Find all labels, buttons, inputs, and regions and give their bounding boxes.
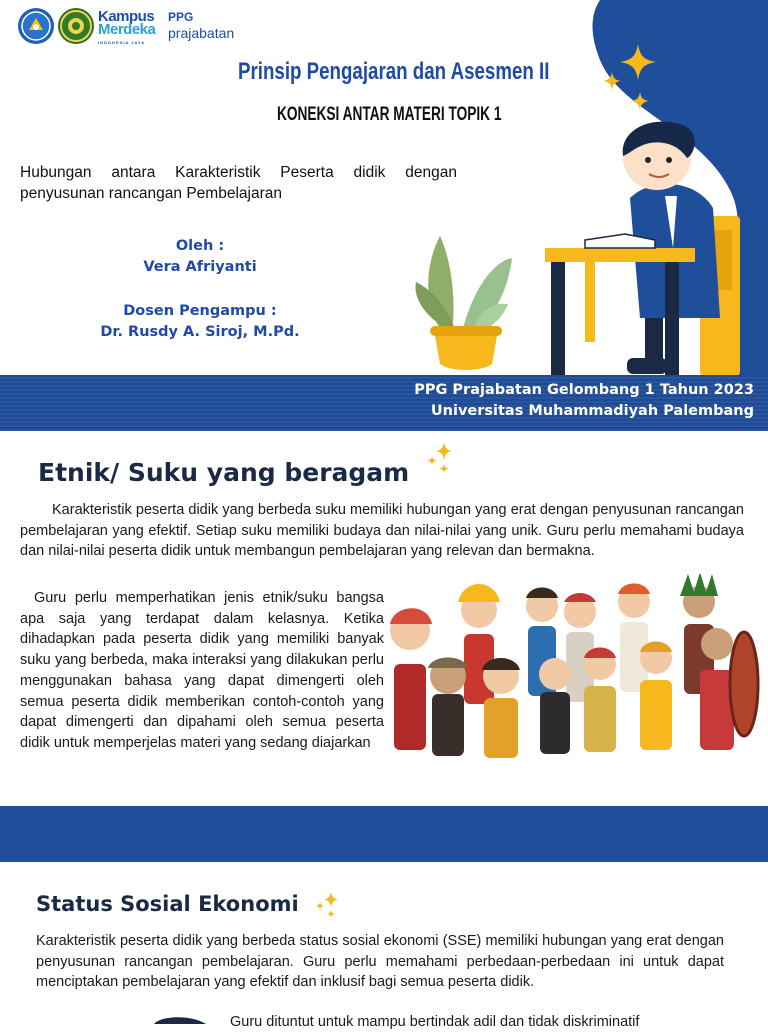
tut-wuri-logo bbox=[18, 8, 54, 44]
section2-para1-text: Karakteristik peserta didik yang berbeda status sosial ekonomi (SSE) memiliki hubungan yang erat dengan penyusunan rancangan pembelajaran. Guru perlu memahami perbedaan-perbedaan ini untuk dapat menciptakan pembelajaran yang efektif dan inklusif bagi semua peserta didik. bbox=[36, 933, 724, 991]
potted-plant-illustration bbox=[412, 232, 520, 374]
tut-wuri-emblem-icon bbox=[18, 8, 54, 44]
sparkle-icon-2 bbox=[314, 890, 340, 920]
ppg-label: PPG bbox=[168, 10, 194, 24]
author-name: Vera Afriyanti bbox=[143, 259, 257, 275]
section1-para1-text: Karakteristik peserta didik yang berbeda suku memiliki hubungan yang erat dengan penyusunan rancangan pembelajaran yang efektif. Setiap suku memiliki budaya dan nilai-nilai yang unik. Guru perlu memahami budaya dan nilai-nilai peserta didik untuk membangun pembelajaran yang relevan dan bermakna. bbox=[20, 502, 744, 560]
page-subtitle: KONEKSI ANTAR MATERI TOPIK 1 bbox=[277, 104, 502, 125]
university-logo bbox=[58, 8, 94, 44]
author-label: Oleh : bbox=[175, 238, 225, 254]
section1-paragraph-1 bbox=[20, 500, 744, 562]
banner-line-2: Universitas Muhammadiyah Palembang bbox=[430, 403, 754, 419]
ethnic-children-illustration bbox=[388, 574, 760, 762]
lecturer-name: Dr. Rusdy A. Siroj, M.Pd. bbox=[100, 324, 300, 340]
section-heading-etnik: Etnik/ Suku yang beragam bbox=[38, 458, 410, 487]
author-block bbox=[80, 236, 320, 278]
sparkle-icon bbox=[424, 440, 454, 476]
section1-paragraph-2 bbox=[20, 588, 384, 754]
section-divider-band bbox=[0, 806, 768, 862]
lecturer-label: Dosen Pengampu : bbox=[123, 303, 277, 319]
section1-para2-text: Guru perlu memperhatikan jenis etnik/suku bangsa apa saja yang terdapat dalam kelasnya. Ketika dihadapkan pada peserta didik yang memiliki banyak suku yang berbeda, maka interaksi yang dilakukan perlu menggunakan bahasa yang dapat dimengerti oleh semua peserta didik memberikan contoh-contoh yang dapat dimengerti dan dipahami oleh semua peserta didik untuk memperjelas materi yang sedang diajarkan bbox=[20, 590, 384, 751]
sun-emblem-icon bbox=[58, 8, 94, 44]
intro-text: Hubungan antara Karakteristik Peserta didik dengan penyusunan rancangan Pembelajaran bbox=[20, 164, 457, 202]
page-title: Prinsip Pengajaran dan Asesmen II bbox=[238, 58, 550, 85]
partial-illustration bbox=[150, 1014, 210, 1024]
institution-banner-text bbox=[414, 380, 754, 422]
teacher-desk-illustration bbox=[545, 118, 745, 376]
kampus-merdeka-logo bbox=[98, 10, 155, 49]
prajabatan-label: prajabatan bbox=[168, 25, 235, 41]
ppg-logo bbox=[168, 10, 234, 41]
section2-paragraph-2 bbox=[230, 1012, 750, 1033]
lecturer-block bbox=[60, 301, 340, 343]
logo-merdeka-text: Merdeka bbox=[98, 21, 156, 38]
logo-kampus-text: Kampus bbox=[98, 8, 155, 25]
banner-line-1: PPG Prajabatan Gelombang 1 Tahun 2023 bbox=[414, 382, 754, 398]
section2-para2-text: Guru dituntut untuk mampu bertindak adil dan tidak diskriminatif bbox=[230, 1014, 640, 1030]
sparkle-cluster-icon bbox=[598, 42, 662, 114]
section2-paragraph-1 bbox=[36, 931, 724, 993]
logo-tagline: INDONESIA JAYA bbox=[98, 40, 146, 45]
section-heading-status-sosial: Status Sosial Ekonomi bbox=[36, 892, 299, 916]
